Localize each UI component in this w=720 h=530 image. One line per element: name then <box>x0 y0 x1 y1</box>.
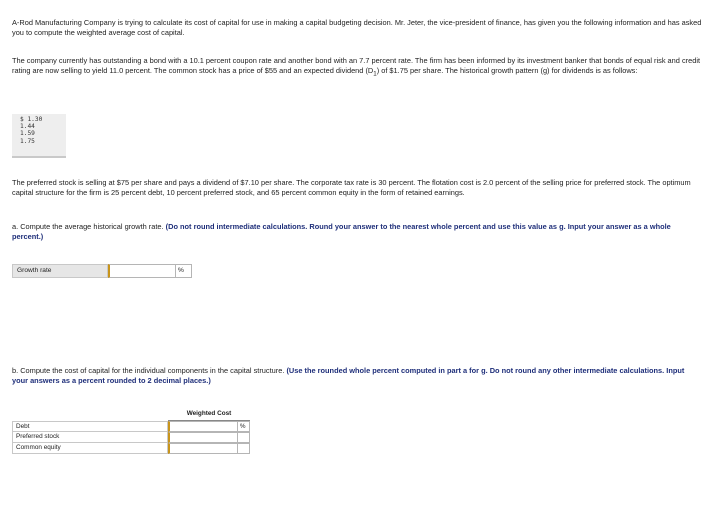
table-row-common-equity <box>12 443 250 454</box>
row-label: Preferred stock <box>12 432 168 443</box>
preferred-stock-cost-input[interactable] <box>168 432 238 443</box>
dividend-value: 1.75 <box>20 137 35 145</box>
intro-paragraph: A-Rod Manufacturing Company is trying to calculate its cost of capital for use in making a capital budgeting decision. Mr. Jeter, the vice-president of finance, has given you the following information and has asked you to compute the weighted average cost of capital. <box>12 18 702 37</box>
growth-rate-row <box>12 264 192 278</box>
percent-unit <box>238 443 250 454</box>
part-b-question: b. Compute the cost of capital for the individual components in the capital structure. (Use the rounded whole percent computed in part a for g. Do not round any other intermediate calculations. Input your answers as a percent rounded to 2 decimal places.) <box>12 366 685 385</box>
row-label: Common equity <box>12 443 168 454</box>
growth-rate-input[interactable] <box>108 264 176 278</box>
percent-unit <box>238 432 250 443</box>
row-label: Debt <box>12 421 168 432</box>
weighted-cost-header: Weighted Cost <box>168 408 250 421</box>
table-row-preferred-stock <box>12 432 250 443</box>
part-a-question: a. Compute the average historical growth rate. (Do not round intermediate calculations. Round your answer to the nearest whole percent and use this value as g. Input your answer as a whole percent.) <box>12 222 671 241</box>
bonds-paragraph: The company currently has outstanding a bond with a 10.1 percent coupon rate and another bond with an 7.7 percent rate. The firm has been informed by its investment banker that bonds of equal risk and credit rating are now selling to yield 11.0 percent. The common stock has a price of $55 and an expected dividend $(D_1)$ of $1.75 per share. The historical growth pattern (g) for dividends is as follows: <box>12 56 701 78</box>
part-b-instruction: (Use the rounded whole percent computed in part a for g. Do not round any other intermediate calculations. Input your answers as a percent rounded to 2 decimal places.) <box>12 366 685 385</box>
percent-unit: % <box>176 264 192 278</box>
part-a-instruction: (Do not round intermediate calculations. Round your answer to the nearest whole percent and use this value as g. Input your answer as a whole percent.) <box>12 222 671 241</box>
dividend-history-table <box>12 114 66 158</box>
dividend-value: $ 1.30 <box>20 116 43 123</box>
debt-cost-input[interactable] <box>168 421 238 432</box>
dividend-subscript: 1 <box>373 70 377 78</box>
preferred-paragraph: The preferred stock is selling at $75 per share and pays a dividend of $7.10 per share. The corporate tax rate is 30 percent. The flotation cost is 2.0 percent of the selling price for preferred stock. The optimum capital structure for the firm is 25 percent debt, 10 percent preferred stock, and 65 percent common equity in the form of retained earnings. <box>12 178 691 197</box>
growth-rate-label: Growth rate <box>12 264 108 278</box>
dividend-value: 1.59 <box>20 130 35 138</box>
percent-unit: % <box>238 421 250 432</box>
dividend-value: 1.44 <box>20 123 35 131</box>
table-row-debt <box>12 421 250 432</box>
common-equity-cost-input[interactable] <box>168 443 238 454</box>
